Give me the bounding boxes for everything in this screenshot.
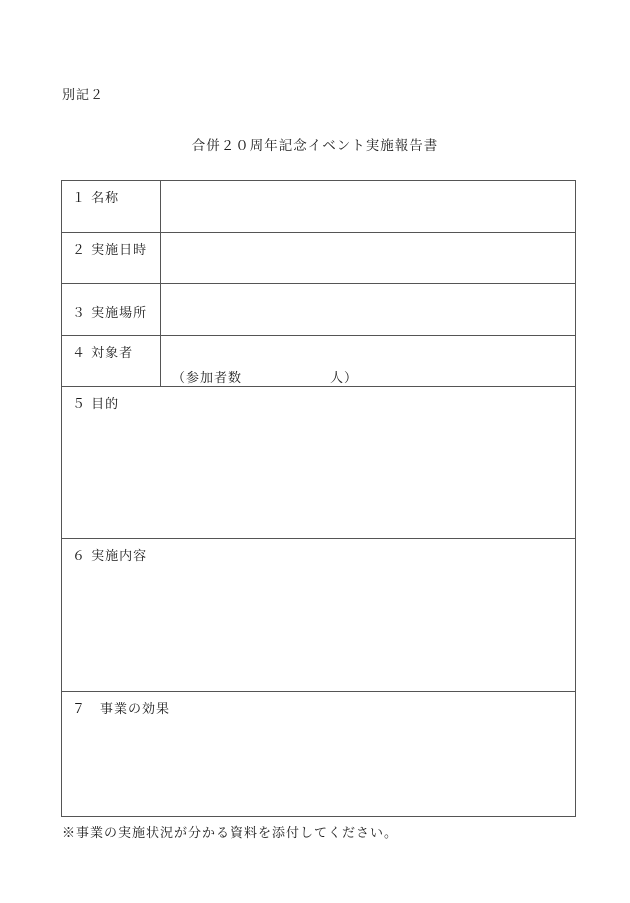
row-datetime xyxy=(62,233,575,284)
row-name xyxy=(62,181,575,233)
column-divider xyxy=(160,336,161,386)
name-field[interactable] xyxy=(168,187,567,226)
name-label: １ 名称 xyxy=(72,191,120,206)
annex-number: 別記２ xyxy=(62,88,105,103)
target-label: ４ 対象者 xyxy=(72,346,134,361)
row-purpose xyxy=(62,387,575,539)
report-form xyxy=(61,180,576,817)
row-place xyxy=(62,284,575,336)
document-title: 合併２０周年記念イベント実施報告書 xyxy=(191,138,439,154)
column-divider xyxy=(160,233,161,283)
row-content xyxy=(62,539,575,692)
effect-label: ７ 事業の効果 xyxy=(72,702,171,717)
participants-count xyxy=(172,367,358,386)
purpose-label: ５ 目的 xyxy=(72,397,120,412)
footnote: ※事業の実施状況が分かる資料を添付してください。 xyxy=(62,826,399,841)
datetime-field[interactable] xyxy=(168,239,567,277)
place-label: ３ 実施場所 xyxy=(72,306,148,321)
datetime-label: ２ 実施日時 xyxy=(72,243,148,258)
row-effect xyxy=(62,692,575,816)
participants-unit: 人） xyxy=(330,371,359,386)
content-label: ６ 実施内容 xyxy=(72,549,148,564)
row-target xyxy=(62,336,575,387)
column-divider xyxy=(160,181,161,232)
place-field[interactable] xyxy=(168,290,567,329)
column-divider xyxy=(160,284,161,335)
participants-label: （参加者数 xyxy=(172,371,243,386)
